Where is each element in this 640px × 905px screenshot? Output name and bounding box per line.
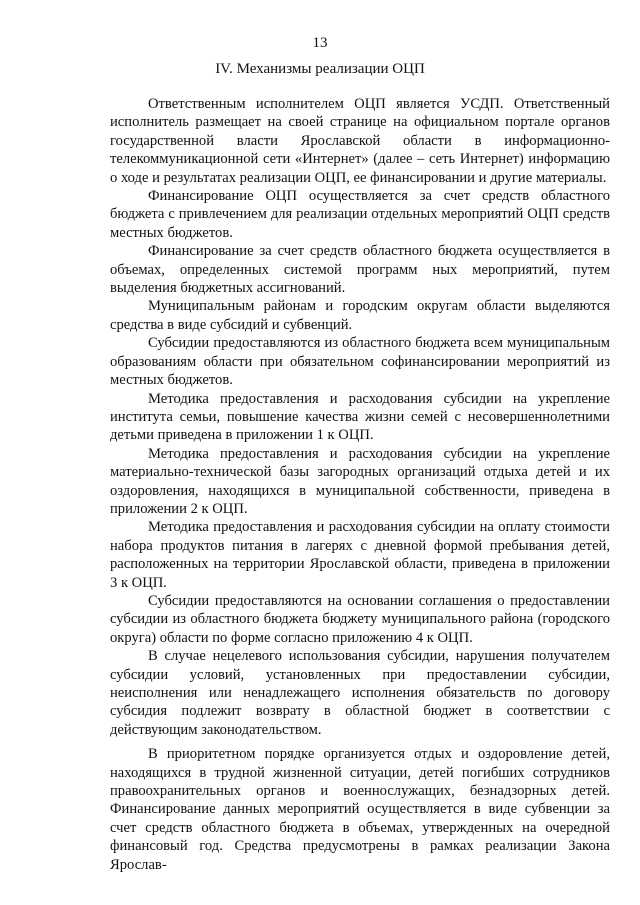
paragraph-priority-recreation: В приоритетном порядке организуется отдых и оздоровление детей, находящихся в трудной жизненной ситуации, детей погибших сотрудников правоохранительных органов и военнослужащих, безнадзорных детей. Финансирование данных мероприятий осуществляется в виде субвенции за счет средств областного бюджета в объемах, утвержденных на очередной финансовый год. Средства предусмотрены в рамках реализации Закона Ярослав- bbox=[110, 746, 610, 873]
paragraph-responsible-executor: Ответственным исполнителем ОЦП является УСДП. Ответственный исполнитель размещает на своей странице на официальном портале органов государственной власти Ярославской области в информационно-телекоммуникационной сети «Интернет» (далее – сеть Интернет) информацию о ходе и результатах реализации ОЦП, ее финансировании и другие материалы. bbox=[110, 96, 610, 186]
paragraph-regional-budget-financing: Финансирование за счет средств областного бюджета осуществляется в объемах, определенных системой программ ных мероприятий, путем выделения бюджетных ассигнований. bbox=[110, 243, 610, 297]
paragraph-municipal-allocations: Муниципальным районам и городским округам области выделяются средства в виде субсидий и субвенций. bbox=[110, 298, 610, 333]
paragraph-methodology-appendix-2: Методика предоставления и расходования субсидии на укрепление материально-технической базы загородных организаций отдыха детей и их оздоровления, находящихся в муниципальной собственности, приведена в приложении 2 к ОЦП. bbox=[110, 445, 610, 517]
section-title: IV. Механизмы реализации ОЦП bbox=[215, 61, 425, 77]
page-number: 13 bbox=[312, 35, 328, 51]
paragraph-subsidies-provision: Субсидии предоставляются из областного бюджета всем муниципальным образованиям области при обязательном софинансировании мероприятий из местных бюджетов. bbox=[110, 335, 610, 389]
body-text bbox=[110, 95, 610, 874]
paragraph-financing-sources: Финансирование ОЦП осуществляется за счет средств областного бюджета с привлечением для реализации отдельных мероприятий ОЦП средств местных бюджетов. bbox=[110, 188, 610, 241]
paragraph-subsidy-misuse: В случае нецелевого использования субсидии, нарушения получателем субсидии условий, установленных при предоставлении субсидии, неисполнения или ненадлежащего исполнения обязательств по договору субсидия подлежит возврату в областной бюджет в соответствии с действующим законодательством. bbox=[110, 648, 610, 738]
paragraph-methodology-appendix-3: Методика предоставления и расходования субсидии на оплату стоимости набора продуктов питания в лагерях с дневной формой пребывания детей, расположенных на территории Ярославской области, приведена в приложении 3 к ОЦП. bbox=[110, 519, 610, 591]
paragraph-methodology-appendix-1: Методика предоставления и расходования субсидии на укрепление института семьи, повышение качества жизни семей с несовершеннолетними детьми приведена в приложении 1 к ОЦП. bbox=[110, 390, 610, 444]
paragraph-subsidy-agreement: Субсидии предоставляются на основании соглашения о предоставлении субсидии из областного бюджета бюджету муниципального района (городского округа) области по форме согласно приложению 4 к ОЦП. bbox=[110, 592, 610, 646]
